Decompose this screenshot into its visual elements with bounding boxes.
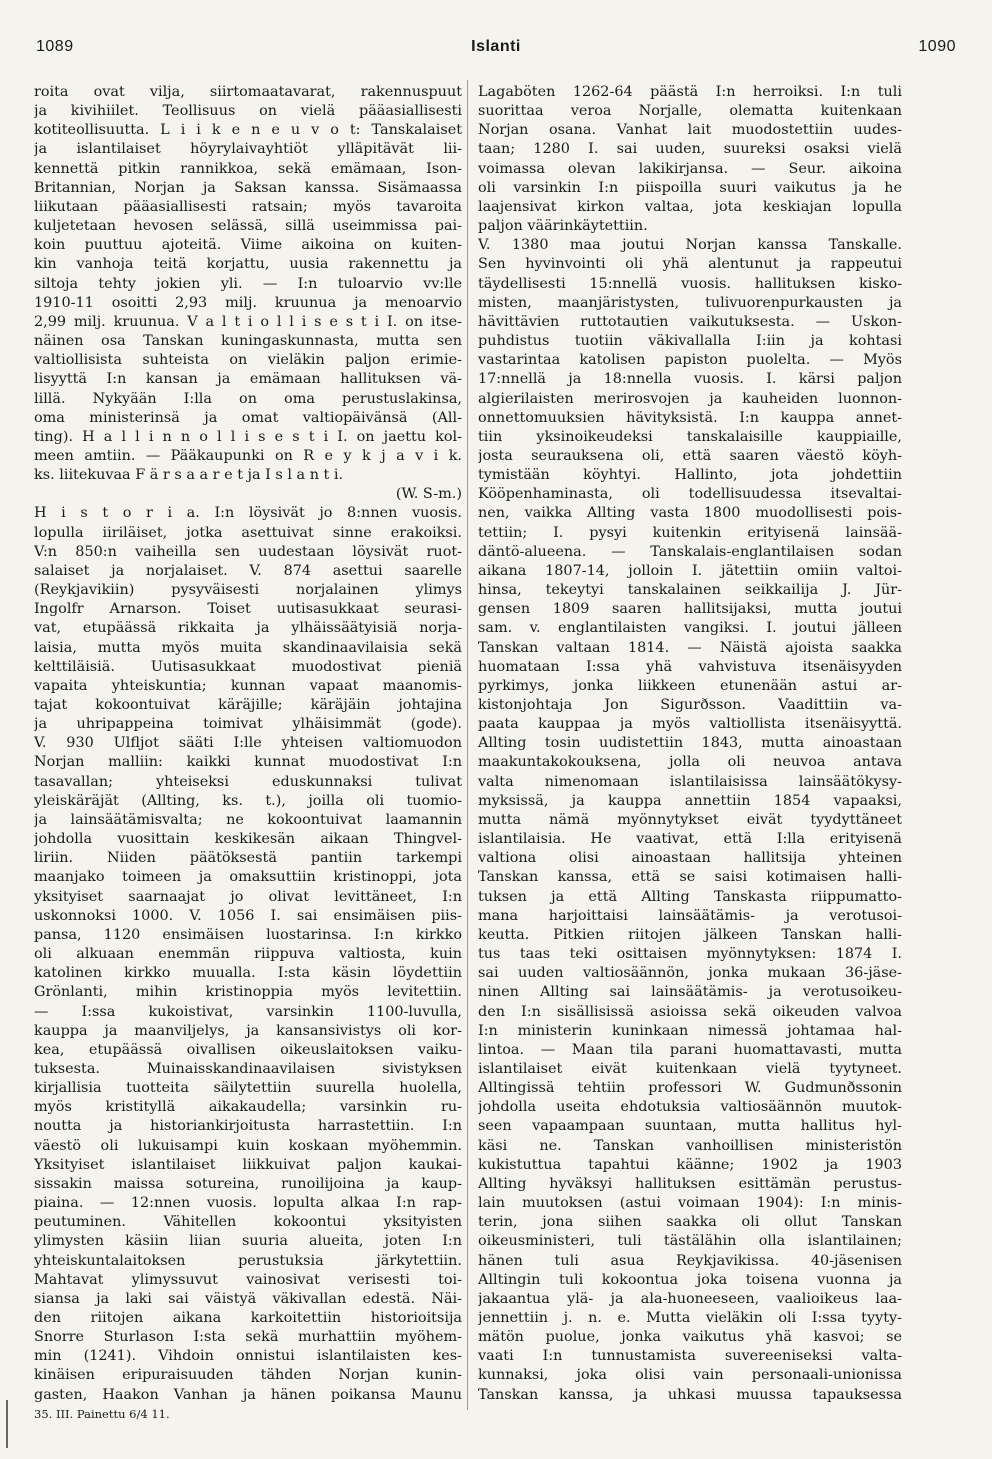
text-line: Norjan osana. Vanhat lait muodostettiin uudes- <box>478 122 902 139</box>
text-line: myksissä, ja kauppa annettiin 1854 vapaaksi, <box>478 792 902 809</box>
text-line: johdolla vuosittain keskikesän aikaan Thingvel- <box>34 831 462 848</box>
text-line: hänen tuli asua Reykjavikissa. 40-jäsenisen <box>478 1252 902 1269</box>
text-line: mätön puolue, jonka vaikutus yhä kasvoi; se <box>478 1329 902 1346</box>
text-line: vapaita yhteiskuntia; kunnan vapaat maanomis- <box>34 677 462 694</box>
text-line: Tanskan kanssa, että se saisi kotimaisen halli- <box>478 869 902 886</box>
text-line: noutta ja historiankirjoitusta harrastettiin. I:n <box>34 1118 462 1135</box>
text-line: mutta nämä myönnytykset eivät tyydyttäneet <box>478 811 902 828</box>
text-line: oma ministerinsä ja omat valtiopäivänsä (All- <box>34 409 462 426</box>
right-column <box>478 83 902 1405</box>
text-line: täydellisesti 15:nnellä vuosis. hallituksen kisko- <box>478 275 902 292</box>
text-line: ja islantilaiset höyrylaivayhtiöt ylläpitävät lii- <box>34 141 462 158</box>
text-line: H i s t o r i a. I:n löysivät jo 8:nnen vuosis. <box>34 505 462 522</box>
text-line: tuksen ja että Allting Tanskasta riippumatto- <box>478 888 902 905</box>
text-line: tasavallan; yhteiseksi eduskunnaksi tulivat <box>34 773 462 790</box>
text-line: kinäisen eripuraisuuden tähden Norjan kunin- <box>34 1367 462 1384</box>
text-line: siltoja tehty jokien yli. — I:n tuloarvio vv:lle <box>34 275 462 292</box>
page-title: Islanti <box>471 38 521 55</box>
text-line: suorittaa veroa Norjalle, olematta kuitenkaan <box>478 103 902 120</box>
text-line: kirjallisia tuotteita säilytettiin suurella huolella, <box>34 1080 462 1097</box>
text-line: lillä. Nykyään I:lla on oma perustuslakinsa, <box>34 390 462 407</box>
text-line: Allting tosin uudistettiin 1843, mutta ainoastaan <box>478 735 902 752</box>
text-line: huomataan I:ssa yhä vahvistuva itsenäisyyden <box>478 658 902 675</box>
text-line: misten, maanjäristysten, tulivuorenpurkausten ja <box>478 294 902 311</box>
text-line: Tanskan kanssa, ja uhkasi muussa tapauksessa <box>478 1386 902 1403</box>
text-line: kukistuttua tapahtui käänne; 1902 ja 1903 <box>478 1156 902 1173</box>
text-line: voimassa olevan lakikirjansa. — Seur. aikoina <box>478 160 902 177</box>
text-line: näinen osa Tanskan kuningaskunnasta, mutta sen <box>34 333 462 350</box>
text-line: myös kristityllä aikakaudella; varsinkin ru- <box>34 1099 462 1116</box>
text-line: liikutaan pääasiallisesti ratsain; myös tavaroita <box>34 198 462 215</box>
text-line: den riitojen aikana karkoitettiin historioitsija <box>34 1310 462 1326</box>
text-line: paata kauppaa ja myös valtiollista itsenäisyyttä. <box>478 716 902 733</box>
text-line: min (1241). Vihdoin onnistui islantilaisten kes- <box>34 1348 462 1365</box>
text-line: seen vapaampaan suuntaan, mutta hallitus hyl- <box>478 1118 902 1135</box>
printer-footer: 35. III. Painettu 6/4 11. <box>34 1406 170 1421</box>
text-line: V. 930 Ulfljot sääti I:lle yhteisen valtiomuodon <box>34 735 462 752</box>
text-line: puhdistus tuotiin väkivallalla I:iin ja kohtasi <box>478 333 902 350</box>
text-line: valtiona olisi ainoastaan hallitsija yhteinen <box>478 850 902 867</box>
text-line: peutuminen. Vähitellen kokoontui yksityisten <box>34 1214 462 1231</box>
text-line: tus taas teki osittaisen myönnytyksen: 1874 I. <box>478 946 902 963</box>
text-line: ylimysten käsiin liian suuria alueita, joten I:n <box>34 1233 462 1250</box>
text-line: Norjan malliin: kaikki kunnat muodostivat I:n <box>34 754 462 771</box>
text-line: yhteiskuntalaitoksen perustuksia järkytettiin. <box>34 1252 462 1269</box>
text-line: oli alkuaan enemmän riippuva valtiosta, kuin <box>34 946 462 963</box>
margin-mark <box>6 1400 8 1448</box>
text-line: kelttiläisiä. Uutisasukkaat muodostivat pieniä <box>34 658 462 675</box>
text-line: ting). H a l l i n n o l l i s e s t i I. on jaettu kol- <box>34 428 462 445</box>
text-line: V. 1380 maa joutui Norjan kanssa Tanskalle. <box>478 237 902 254</box>
text-line: hinsa, tekeytyi tanskalainen seikkailija J. Jür- <box>478 582 902 599</box>
column-divider <box>467 80 468 1410</box>
text-line: gasten, Haakon Vanhan ja hänen poikansa Maunu <box>34 1386 462 1403</box>
text-line: maakuntakokouksena, jolla oli neuvoa antava <box>478 754 902 771</box>
text-line: (Reykjavikiin) pysyväisesti norjalainen ylimys <box>34 582 462 599</box>
text-line: 1910-11 osoitti 2,93 milj. kruunua ja menoarvio <box>34 294 462 311</box>
text-line: lopulla iiriläiset, jotka asettuivat sinne erakoiksi. <box>34 524 462 541</box>
text-line: sissakin maissa sotureina, runoilijoina ja kaup- <box>34 1175 462 1192</box>
text-line: Sen hyvinvointi oli yhä alentunut ja rappeutui <box>478 256 902 273</box>
text-line: Tanskan valtaan 1814. — Näistä ajoista saakka <box>478 639 902 656</box>
text-line: vat, etupäässä rikkaita ja ylhäissäätyisiä norja- <box>34 620 462 637</box>
text-line: jennettiin j. n. e. Mutta vieläkin oli I:ssa tyyty- <box>478 1310 902 1326</box>
text-line: islantilaisia. He vaativat, että I:lla erityisenä <box>478 831 902 848</box>
text-line: ja lainsäätämisvalta; ne kokoontuivat laamannin <box>34 811 462 828</box>
text-line: käsi ne. Tanskan vanhoillisen ministeristön <box>478 1137 902 1154</box>
text-line: kea, etupäässä oivallisen oikeuslaitoksen vaiku- <box>34 1041 462 1058</box>
text-line: koin puuttuu ajoteitä. Viime aikoina on kuiten- <box>34 237 462 254</box>
text-line: keutta. Pitkien riitojen jälkeen Tanskan halli- <box>478 926 902 943</box>
text-line: laajensivat kirkon valtaa, jota keskiajan lopulla <box>478 198 902 215</box>
text-line: Allting hyväksyi hallituksen esittämän perustus- <box>478 1175 902 1192</box>
text-line: Ingolfr Arnarson. Toiset uutisasukkaat seurasi- <box>34 601 462 618</box>
text-line: kauppa ja maanviljelys, ja kansansivistys oli kor- <box>34 1022 462 1039</box>
text-line: väestö oli lukuisampi kuin koskaan myöhemmin. <box>34 1137 462 1154</box>
text-line: yksityiset saarnaajat jo olivat levittäneet, I:n <box>34 888 462 905</box>
text-line: Lagaböten 1262-64 päästä I:n herroiksi. I:n tuli <box>478 84 902 100</box>
text-line: islantilaiset eivät kuitenkaan vielä tyytyneet. <box>478 1060 902 1077</box>
text-line: aikana 1807-14, jolloin I. jätettiin omiin valtoi- <box>478 562 902 579</box>
text-line: oikeusministeri, tuli tästälähin olla islantilainen; <box>478 1233 902 1250</box>
text-line: däntö-alueena. — Tanskalais-englantilaisen sodan <box>478 543 902 560</box>
text-line: oli varsinkin I:n piispoilla suuri vaikutus ja he <box>478 179 902 196</box>
text-line: V:n 850:n vaiheilla sen uudestaan löysivät ruot- <box>34 543 462 560</box>
text-line: — I:ssa kukoistivat, varsinkin 1100-luvulla, <box>34 1003 462 1020</box>
text-line: uskonnoksi 1000. V. 1056 I. sai ensimäisen piis- <box>34 907 462 924</box>
text-line: lisyyttä I:n kansan ja emämaan hallituksen vä- <box>34 371 462 388</box>
text-line: jakaantua ylä- ja ala-huoneeseen, vaalioikeus laa- <box>478 1290 902 1307</box>
text-line: (W. S-m.) <box>395 486 462 503</box>
text-line: Mahtavat ylimyssuvut vainosivat verisesti toi- <box>34 1271 462 1288</box>
text-line: Alltingissä tehtiin professori W. Gudmunðssonin <box>478 1080 902 1097</box>
text-line: vastarintaa katolisen papiston puolelta. — Myös <box>478 352 902 369</box>
text-line: vaati I:n tunnustamista suvereeniseksi valta- <box>478 1348 902 1365</box>
page-number-left: 1089 <box>36 38 74 55</box>
text-line: valta nimenomaan islantilaisissa lainsäätökysy- <box>478 773 902 790</box>
text-line: Britannian, Norjan ja Saksan kanssa. Sisämaassa <box>34 179 462 196</box>
text-line: tiin yksinoikeudeksi tanskalaisille kauppiaille, <box>478 428 902 445</box>
text-line: kotiteollisuutta. L i i k e n e u v o t: Tanskalaiset <box>34 122 462 139</box>
text-line: pyrkimys, jonka liikkeen etunenään astui ar- <box>478 677 902 694</box>
text-line: tymistään köyhtyi. Hallinto, jota johdettiin <box>478 467 902 484</box>
text-line: ninen Allting sai lainsäätämis- ja verotusoikeu- <box>478 984 902 1001</box>
text-line: I:n ministerin kuninkaan nimessä johtamaa hal- <box>478 1022 902 1039</box>
text-line: terin, jona siihen saakka oli ollut Tanskan <box>478 1214 902 1231</box>
text-line: hävittävien ruttotautien vaikutuksesta. — Uskon- <box>478 313 902 330</box>
text-line: mana harjoittaisi lainsäätämis- ja verotusoi- <box>478 907 902 924</box>
text-line: katolinen kirkko muualla. I:sta käsin löydettiin <box>34 965 462 982</box>
text-line: 2,99 milj. kruunua. V a l t i o l l i s e s t i I. on itse- <box>34 313 462 330</box>
text-line: tuksesta. Muinaisskandinaavilaisen sivistyksen <box>34 1060 462 1077</box>
left-column <box>34 83 462 1424</box>
text-line: kennettä pitkin rannikkoa, sekä emämaan, Ison- <box>34 160 462 177</box>
text-line: kin vanhoja teitä korjattu, uusia rakennettu ja <box>34 256 462 273</box>
text-line: kuljetetaan hevosen selässä, sillä useimmissa pai- <box>34 218 462 235</box>
page-number-right: 1090 <box>918 38 956 55</box>
text-line: tettiin; I. pysyi kuitenkin erityisenä lainsää- <box>478 524 902 541</box>
text-line: ja uhripappeina toimivat ylhäisimmät (gode). <box>34 716 462 733</box>
text-line: valtiollisista suhteista on vieläkin paljon erimie- <box>34 352 462 369</box>
text-line: paljon väärinkäytettiin. <box>478 218 648 235</box>
text-line: ja kivihiilet. Teollisuus on vielä pääasiallisesti <box>34 103 462 120</box>
page-header <box>36 38 956 64</box>
text-line: piaina. — 12:nnen vuosis. lopulta alkaa I:n rap- <box>34 1195 462 1212</box>
text-line: meen amtiin. — Pääkaupunki on R e y k j a v i k. <box>34 447 462 464</box>
text-line: taan; 1280 I. sai uuden, suureksi osaksi vielä <box>478 141 902 158</box>
text-line: salaiset ja norjalaiset. V. 874 asettui saarelle <box>34 562 462 579</box>
text-line: lain muutoksen (astui voimaan 1904): I:n minis- <box>478 1195 902 1212</box>
text-line: Yksityiset islantilaiset liikkuivat paljon kaukai- <box>34 1156 462 1173</box>
text-line: algierilaisten merirosvojen ja kauheiden luonnon- <box>478 390 902 407</box>
text-line: kunnaksi, joka olisi vain personaali-unionissa <box>478 1367 902 1384</box>
text-line: johdolla useita ehdotuksia valtiosäännön muutok- <box>478 1099 902 1116</box>
text-line: Grönlanti, mihin kristinoppia myös levitettiin. <box>34 984 462 1001</box>
text-line: lintoa. — Maan tila parani huomattavasti, mutta <box>478 1041 902 1058</box>
text-line: pansa, 1120 ensimäisen luostarinsa. I:n kirkko <box>34 926 462 943</box>
text-line: Snorre Sturlason I:sta sekä murhattiin myöhem- <box>34 1329 462 1346</box>
text-line: 17:nnellä ja 18:nnella vuosis. I. kärsi paljon <box>478 371 902 388</box>
text-line: nen, vaikka Allting vasta 1800 muodollisesti pois- <box>478 505 902 522</box>
text-line: laisia, mutta myös muita skandinaavilaisia sekä <box>34 639 462 656</box>
text-line: roita ovat vilja, siirtomaatavarat, rakennuspuut <box>34 84 462 100</box>
text-line: sai uuden valtiosäännön, jonka mukaan 36-jäse- <box>478 965 902 982</box>
text-line: ks. liitekuvaa F ä r s a a r e t ja I s l a n t i. <box>34 467 344 484</box>
text-line: gensen 1809 saaren hallitsijaksi, mutta joutui <box>478 601 902 618</box>
text-line: siansa ja laki sai väistyä väkivallan edestä. Näi- <box>34 1290 462 1307</box>
text-line: josta seurauksena oli, että saaren väestö köyh- <box>478 447 902 464</box>
text-line: yleiskäräjät (Allting, ks. t.), joilla oli tuomio- <box>34 792 462 809</box>
text-line: liriin. Niiden päätöksestä pantiin tarkempi <box>34 850 462 867</box>
text-line: tajat kokoontuivat käräjille; käräjäin johtajina <box>34 697 462 713</box>
text-line: kistonjohtaja Jon Sigurðsson. Vaadittiin va- <box>478 697 902 713</box>
text-line: sam. v. englantilaisten vangiksi. I. joutui jälleen <box>478 620 902 637</box>
text-line: maanjako toimeen ja omaksuttiin kristinoppi, jota <box>34 869 462 886</box>
text-line: onnettomuuksien hävityksistä. I:n kauppa annet- <box>478 409 902 426</box>
text-line: den I:n sisällisissä asioissa sekä oikeuden valvoa <box>478 1003 902 1020</box>
text-line: Alltingin tuli kokoontua joka toisena vuonna ja <box>478 1271 902 1288</box>
text-line: Kööpenhaminasta, oli todellisuudessa itsevaltai- <box>478 486 902 503</box>
